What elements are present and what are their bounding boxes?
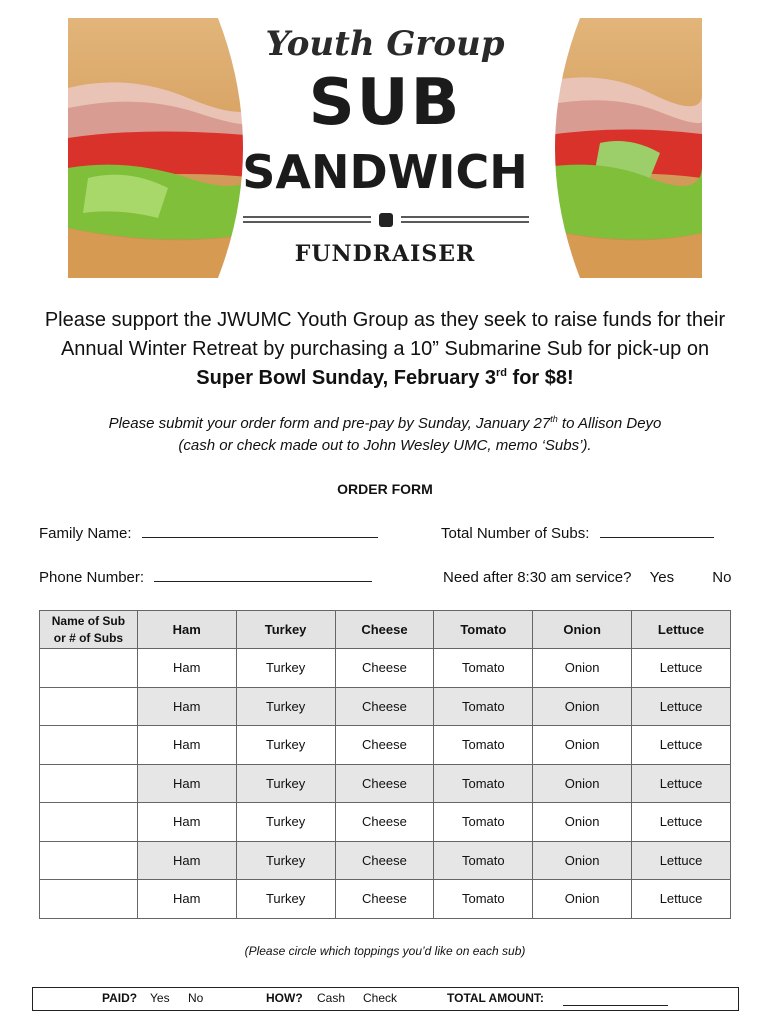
intro-paragraph — [20, 306, 750, 393]
header-banner — [0, 0, 770, 285]
sub-name-cell[interactable] — [40, 880, 138, 919]
option-ham[interactable]: Ham — [137, 687, 236, 726]
order-table-header-row — [40, 611, 731, 649]
title-divider-ornament — [243, 210, 529, 230]
option-cheese[interactable]: Cheese — [335, 649, 434, 688]
title-sub: SUB — [308, 66, 462, 140]
option-onion[interactable]: Onion — [533, 649, 632, 688]
option-tomato[interactable]: Tomato — [434, 726, 533, 765]
intro-line-1: Please support the JWUMC Youth Group as they seek to raise funds for their — [44, 309, 726, 331]
paid-no-option[interactable]: No — [188, 991, 204, 1005]
total-subs-label: Total Number of Subs: — [441, 525, 590, 542]
table-row — [40, 841, 731, 880]
option-lettuce[interactable]: Lettuce — [632, 803, 731, 842]
submit-instructions — [20, 413, 750, 457]
option-tomato[interactable]: Tomato — [434, 880, 533, 919]
family-name-field — [39, 525, 378, 542]
submit-date-suffix: th — [550, 414, 558, 424]
need-after-service-field — [443, 569, 731, 586]
family-name-input-line[interactable] — [142, 525, 378, 538]
option-tomato[interactable]: Tomato — [434, 649, 533, 688]
option-turkey[interactable]: Turkey — [236, 880, 335, 919]
option-ham[interactable]: Ham — [137, 880, 236, 919]
intro-date-text: Super Bowl Sunday, February 3 — [196, 367, 496, 389]
sub-name-cell[interactable] — [40, 841, 138, 880]
option-ham[interactable]: Ham — [137, 803, 236, 842]
option-onion[interactable]: Onion — [533, 803, 632, 842]
order-form-title: ORDER FORM — [337, 481, 433, 497]
option-cheese[interactable]: Cheese — [335, 687, 434, 726]
total-subs-input-line[interactable] — [600, 525, 714, 538]
table-row — [40, 880, 731, 919]
header-name-line-2: or # of Subs — [53, 630, 124, 645]
title-fundraiser: FUNDRAISER — [294, 241, 476, 267]
family-name-label: Family Name: — [39, 525, 132, 542]
option-lettuce[interactable]: Lettuce — [632, 687, 731, 726]
how-check-option[interactable]: Check — [363, 991, 398, 1005]
table-row — [40, 764, 731, 803]
option-cheese[interactable]: Cheese — [335, 841, 434, 880]
header-onion: Onion — [533, 611, 632, 649]
need-after-no-option[interactable]: No — [712, 569, 732, 586]
option-onion[interactable]: Onion — [533, 841, 632, 880]
option-turkey[interactable]: Turkey — [236, 649, 335, 688]
option-turkey[interactable]: Turkey — [236, 841, 335, 880]
option-turkey[interactable]: Turkey — [236, 687, 335, 726]
total-amount-label: TOTAL AMOUNT: — [447, 991, 544, 1005]
header-lettuce: Lettuce — [632, 611, 731, 649]
option-lettuce[interactable]: Lettuce — [632, 764, 731, 803]
option-ham[interactable]: Ham — [137, 841, 236, 880]
how-cash-option[interactable]: Cash — [317, 991, 346, 1005]
header-cheese: Cheese — [335, 611, 434, 649]
header-name-line-1: Name of Sub — [51, 613, 126, 628]
phone-number-field — [39, 569, 372, 586]
option-tomato[interactable]: Tomato — [434, 841, 533, 880]
sub-name-cell[interactable] — [40, 687, 138, 726]
submit-deadline-text: Please submit your order form and pre-pay by Sunday, January 27 — [108, 415, 551, 432]
table-row — [40, 687, 731, 726]
table-row — [40, 803, 731, 842]
intro-line-2: Annual Winter Retreat by purchasing a 10” Submarine Sub for pick-up on — [60, 338, 710, 360]
payment-footer-box — [32, 987, 739, 1011]
header-turkey: Turkey — [236, 611, 335, 649]
intro-date-suffix: rd — [496, 367, 507, 379]
header-tomato: Tomato — [434, 611, 533, 649]
option-turkey[interactable]: Turkey — [236, 764, 335, 803]
need-after-service-label: Need after 8:30 am service? — [443, 569, 632, 586]
sub-name-cell[interactable] — [40, 649, 138, 688]
sub-name-cell[interactable] — [40, 803, 138, 842]
option-onion[interactable]: Onion — [533, 687, 632, 726]
total-subs-field — [441, 525, 714, 542]
total-amount-input-line[interactable] — [563, 991, 668, 1006]
option-onion[interactable]: Onion — [533, 880, 632, 919]
phone-number-label: Phone Number: — [39, 569, 145, 586]
title-sandwich: SANDWICH — [242, 145, 528, 199]
paid-label: PAID? — [102, 991, 138, 1005]
option-ham[interactable]: Ham — [137, 649, 236, 688]
option-tomato[interactable]: Tomato — [434, 764, 533, 803]
circle-toppings-note: (Please circle which toppings you’d like on each sub) — [244, 944, 526, 958]
phone-number-input-line[interactable] — [154, 569, 372, 582]
option-lettuce[interactable]: Lettuce — [632, 726, 731, 765]
paid-yes-option[interactable]: Yes — [150, 991, 170, 1005]
option-onion[interactable]: Onion — [533, 764, 632, 803]
option-lettuce[interactable]: Lettuce — [632, 649, 731, 688]
submit-contact-text: to Allison Deyo — [557, 415, 662, 432]
option-ham[interactable]: Ham — [137, 726, 236, 765]
submit-line-1 — [20, 413, 750, 435]
option-onion[interactable]: Onion — [533, 726, 632, 765]
need-after-yes-option[interactable]: Yes — [649, 569, 675, 586]
option-cheese[interactable]: Cheese — [335, 726, 434, 765]
header-name-of-sub — [40, 611, 138, 649]
option-cheese[interactable]: Cheese — [335, 880, 434, 919]
option-lettuce[interactable]: Lettuce — [632, 841, 731, 880]
option-tomato[interactable]: Tomato — [434, 803, 533, 842]
submit-line-2: (cash or check made out to John Wesley UMC, memo ‘Subs’). — [178, 437, 592, 454]
how-label: HOW? — [266, 991, 303, 1005]
sub-name-cell[interactable] — [40, 726, 138, 765]
table-row — [40, 726, 731, 765]
option-tomato[interactable]: Tomato — [434, 687, 533, 726]
option-cheese[interactable]: Cheese — [335, 764, 434, 803]
option-turkey[interactable]: Turkey — [236, 726, 335, 765]
intro-price-text: for $8! — [507, 367, 574, 389]
table-row — [40, 649, 731, 688]
sub-name-cell[interactable] — [40, 764, 138, 803]
order-table — [39, 610, 731, 919]
option-lettuce[interactable]: Lettuce — [632, 880, 731, 919]
option-ham[interactable]: Ham — [137, 764, 236, 803]
option-cheese[interactable]: Cheese — [335, 803, 434, 842]
intro-line-3 — [20, 364, 750, 393]
sub-sandwich-right-image — [540, 18, 702, 278]
option-turkey[interactable]: Turkey — [236, 803, 335, 842]
header-ham: Ham — [137, 611, 236, 649]
youth-group-script-title: Youth Group — [265, 24, 505, 64]
